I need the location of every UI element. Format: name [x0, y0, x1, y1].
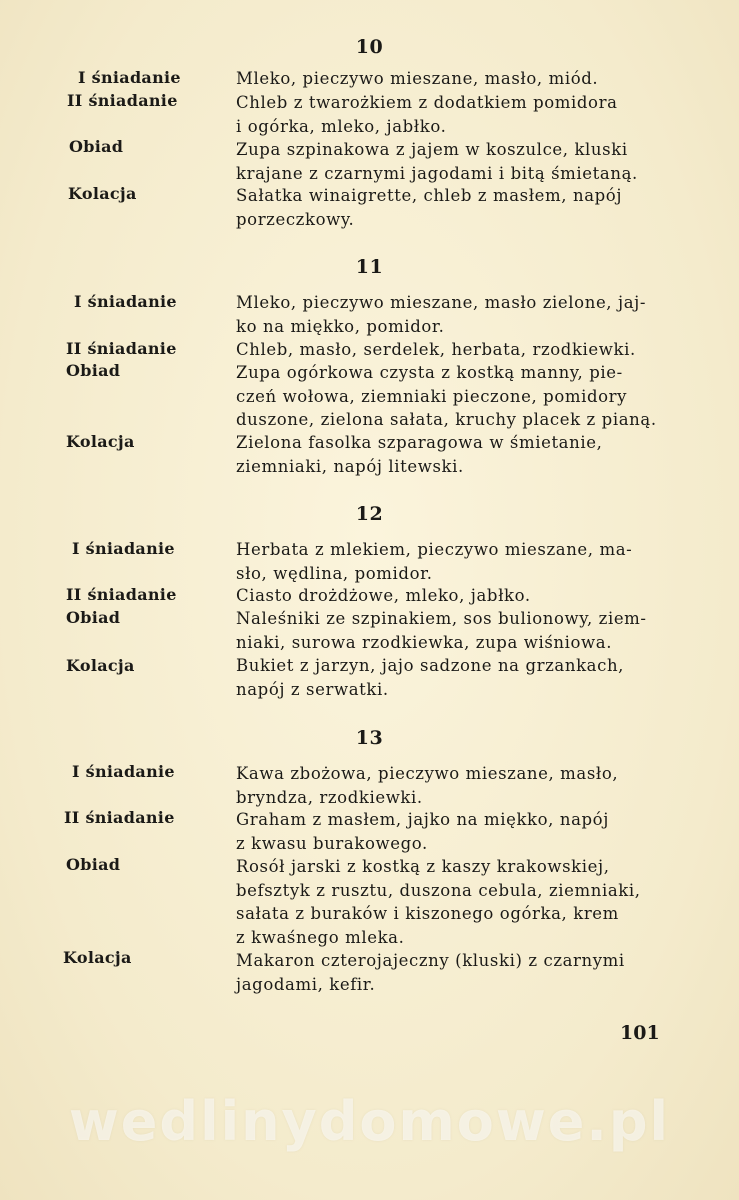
meal-description [236, 91, 660, 138]
meal-line: Kawa zbożowa, pieczywo mieszane, masło, [236, 764, 619, 783]
meal-line: Naleśniki ze szpinakiem, sos bulionowy, ziem- [236, 609, 647, 628]
meal-label-dinner: Obiad [66, 361, 121, 380]
meal-line: ko na miękko, pomidor. [236, 316, 445, 336]
meal-line: Rosół jarski z kostką z kaszy krakowskiej, [236, 857, 610, 876]
meal-description [236, 338, 660, 362]
day-number: 13 [355, 727, 384, 749]
meal-line: Chleb z twarożkiem z dodatkiem pomidora [236, 93, 618, 112]
meal-description [236, 654, 660, 701]
day-number: 11 [355, 256, 384, 278]
meal-description [236, 855, 660, 949]
meal-line: ziemniaki, napój litewski. [236, 456, 464, 476]
meal-line: napój z serwatki. [236, 679, 389, 699]
meal-line: sło, wędlina, pomidor. [236, 563, 433, 583]
meal-line: porzeczkowy. [236, 209, 355, 229]
meal-description [236, 138, 660, 185]
meal-label-breakfast-2: II śniadanie [66, 585, 177, 604]
meal-label-breakfast-1: I śniadanie [72, 762, 175, 781]
meal-label-breakfast-1: I śniadanie [78, 68, 181, 87]
meal-description [236, 762, 660, 809]
meal-line: Makaron czterojajeczny (kluski) z czarnymi [236, 951, 625, 970]
meal-label-dinner: Obiad [66, 855, 121, 874]
meal-description [236, 67, 660, 91]
watermark: wedlinydomowe.pl [68, 1090, 671, 1153]
meal-label-breakfast-2: II śniadanie [66, 339, 177, 358]
meal-label-breakfast-2: II śniadanie [67, 91, 178, 110]
meal-line: Zupa szpinakowa z jajem w koszulce, kluski [236, 140, 628, 159]
meal-line: Herbata z mlekiem, pieczywo mieszane, ma- [236, 540, 633, 559]
meal-description [236, 431, 660, 478]
meal-line: Ciasto drożdżowe, mleko, jabłko. [236, 586, 531, 605]
page-number: 101 [620, 1022, 660, 1044]
meal-description [236, 607, 660, 654]
meal-line: z kwaśnego mleka. [236, 927, 405, 947]
meal-line: krajane z czarnymi jagodami i bitą śmietaną. [236, 163, 638, 183]
meal-line: jagodami, kefir. [236, 974, 376, 994]
meal-line: Mleko, pieczywo mieszane, masło, miód. [236, 69, 599, 88]
meal-line: befsztyk z rusztu, duszona cebula, ziemniaki, [236, 880, 641, 900]
meal-label-supper: Kolacja [66, 656, 135, 675]
meal-line: niaki, surowa rzodkiewka, zupa wiśniowa. [236, 632, 613, 652]
meal-line: Bukiet z jarzyn, jajo sadzone na grzankach, [236, 656, 625, 675]
day-number: 10 [355, 36, 384, 58]
meal-line: Zielona fasolka szparagowa w śmietanie, [236, 433, 603, 452]
meal-label-dinner: Obiad [69, 137, 124, 156]
meal-line: sałata z buraków i kiszonego ogórka, krem [236, 904, 619, 923]
meal-description [236, 808, 660, 855]
meal-description [236, 949, 660, 996]
meal-line: i ogórka, mleko, jabłko. [236, 116, 447, 136]
meal-label-breakfast-2: II śniadanie [64, 808, 175, 827]
meal-line: Sałatka winaigrette, chleb z masłem, napój [236, 186, 623, 205]
meal-line: Chleb, masło, serdelek, herbata, rzodkiewki. [236, 340, 636, 359]
meal-label-supper: Kolacja [68, 184, 137, 203]
meal-label-breakfast-1: I śniadanie [74, 292, 177, 311]
meal-description [236, 584, 660, 608]
meal-line: czeń wołowa, ziemniaki pieczone, pomidory [236, 386, 628, 406]
day-number: 12 [355, 503, 384, 525]
meal-line: Zupa ogórkowa czysta z kostką manny, pie- [236, 363, 623, 382]
meal-description [236, 184, 660, 231]
meal-line: Mleko, pieczywo mieszane, masło zielone, jaj- [236, 293, 647, 312]
meal-label-supper: Kolacja [66, 432, 135, 451]
meal-line: Graham z masłem, jajko na miękko, napój [236, 810, 609, 829]
meal-label-supper: Kolacja [63, 948, 132, 967]
meal-line: z kwasu burakowego. [236, 833, 428, 853]
meal-description [236, 538, 660, 585]
meal-description [236, 361, 660, 432]
meal-line: bryndza, rzodkiewki. [236, 787, 423, 807]
meal-label-dinner: Obiad [66, 608, 121, 627]
meal-label-breakfast-1: I śniadanie [72, 539, 175, 558]
meal-description [236, 291, 660, 338]
meal-line: duszone, zielona sałata, kruchy placek z pianą. [236, 410, 657, 429]
